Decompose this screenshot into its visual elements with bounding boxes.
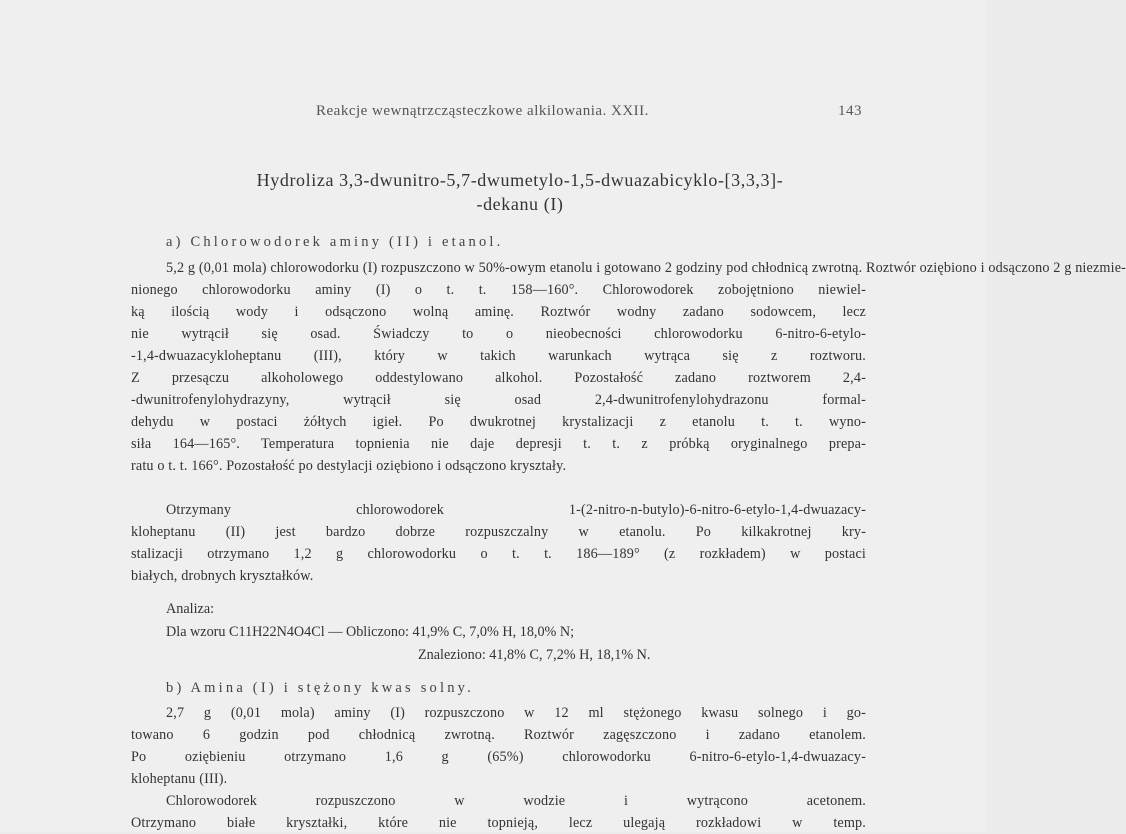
section-title-line-2: -dekanu (I) (476, 194, 564, 214)
text-line: stalizacji otrzymano 1,2 g chlorowodorku o t. t. 186—189° (z rozkładem) w postaci (131, 546, 866, 562)
page-number: 143 (838, 103, 862, 119)
text-line: towano 6 godzin pod chłodnicą zwrotną. Roztwór zagęszczono i zadano etanolem. (131, 727, 866, 743)
text-line: nionego chlorowodorku aminy (I) o t. t. 158—160°. Chlorowodorek zobojętniono niewiel- (131, 282, 866, 298)
text-line: kloheptanu (III). (131, 771, 228, 787)
text-line: Z przesączu alkoholowego oddestylowano alkohol. Pozostałość zadano roztworem 2,4- (131, 370, 866, 386)
subsection-a-heading: a) Chlorowodorek aminy (II) i etanol. (166, 234, 504, 250)
text-line: -1,4-dwuazacykloheptanu (III), który w takich warunkach wytrąca się z roztworu. (131, 348, 866, 364)
subsection-b-heading: b) Amina (I) i stężony kwas solny. (166, 680, 475, 696)
text-line: Po oziębieniu otrzymano 1,6 g (65%) chlorowodorku 6-nitro-6-etylo-1,4-dwuazacy- (131, 749, 866, 765)
text-line: dehydu w postaci żółtych igieł. Po dwukrotnej krystalizacji z etanolu t. t. wyno- (131, 414, 866, 430)
text-line: -dwunitrofenylohydrazyny, wytrącił się osad 2,4-dwunitrofenylohydrazonu formal- (131, 392, 866, 408)
text-line: ratu o t. t. 166°. Pozostałość po destylacji oziębiono i odsączono kryształy. (131, 458, 567, 474)
text-line: Chlorowodorek rozpuszczono w wodzie i wytrącono acetonem. (166, 793, 866, 809)
running-title: Reakcje wewnątrzcząsteczkowe alkilowania. XXII. (316, 103, 649, 119)
analysis-found-line: Znaleziono: 41,8% C, 7,2% H, 18,1% N. (418, 647, 651, 663)
text-line: białych, drobnych kryształków. (131, 568, 314, 584)
text-line: Otrzymano białe kryształki, które nie topnieją, lecz ulegają rozkładowi w temp. (131, 815, 866, 831)
analysis-label: Analiza: (166, 601, 215, 617)
text-line: ką ilością wody i odsączono wolną aminę. Roztwór wodny zadano sodowcem, lecz (131, 304, 866, 320)
text-line: Otrzymany chlorowodorek 1-(2-nitro-n-butylo)-6-nitro-6-etylo-1,4-dwuazacy- (166, 502, 866, 518)
analysis-formula-line: Dla wzoru C11H22N4O4Cl — Obliczono: 41,9% C, 7,0% H, 18,0% N; (166, 624, 575, 640)
text-line: kloheptanu (II) jest bardzo dobrze rozpuszczalny w etanolu. Po kilkakrotnej kry- (131, 524, 866, 540)
text-line: siła 164—165°. Temperatura topnienia nie daje depresji t. t. z próbką oryginalnego prepa- (131, 436, 866, 452)
section-b-paragraph-1 (131, 702, 866, 790)
section-a-paragraph-2 (131, 499, 866, 587)
text-line: nie wytrącił się osad. Świadczy to o nieobecności chlorowodorku 6-nitro-6-etylo- (131, 326, 866, 342)
section-title-line-1: Hydroliza 3,3-dwunitro-5,7-dwumetylo-1,5-dwuazabicyklo-[3,3,3]- (256, 170, 784, 190)
section-b-paragraph-2 (131, 790, 866, 834)
section-a-paragraph-1 (131, 257, 1126, 477)
text-line: 2,7 g (0,01 mola) aminy (I) rozpuszczono w 12 ml stężonego kwasu solnego i go- (166, 705, 866, 721)
text-line: 5,2 g (0,01 mola) chlorowodorku (I) rozpuszczono w 50%-owym etanolu i gotowano 2 godziny pod chłodnicą zwrotną. Roztwór oziębiono i odsączono 2 g niezmie- (166, 260, 1126, 276)
